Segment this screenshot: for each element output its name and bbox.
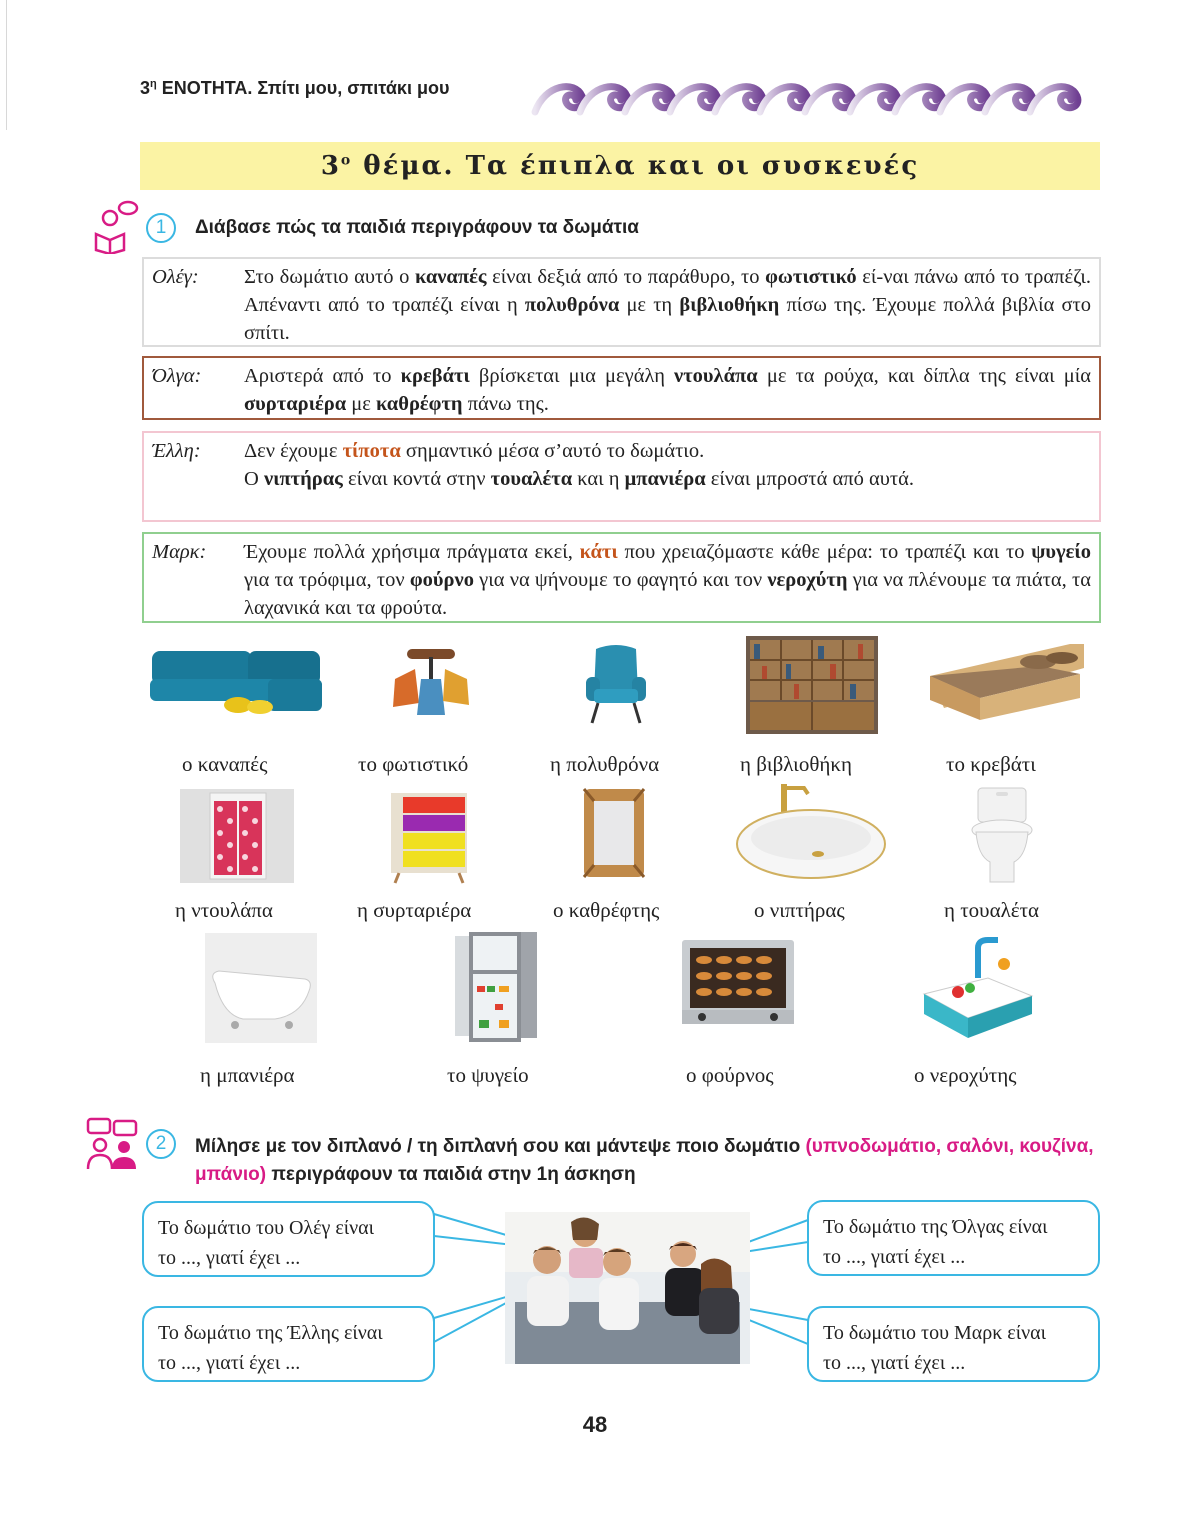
caption-oven: ο φούρνος: [686, 1063, 774, 1087]
bubble-line: Το δωμάτιο του Ολέγ είναι: [158, 1217, 375, 1239]
caption-bed: το κρεβάτι: [946, 752, 1036, 776]
bubble-line: Το δωμάτιο του Μαρκ είναι: [823, 1322, 1046, 1344]
speech-text: Έχουμε πολλά χρήσιμα πράγματα εκεί, κάτι που χρειαζόμαστε κάθε μέρα: το τραπέζι και το ψυγείο για τα τρόφιμα, τον φούρνο για να ψήνουμε το φαγητό και τον νεροχύτη για να πλένουμε τα πιάτα, τα λαχανικά και τα φρούτα.: [244, 541, 1091, 619]
exercise-1-title: Διάβασε πώς τα παιδιά περιγράφουν τα δωμάτια: [195, 217, 639, 238]
exercise-2-room-list: (υπνοδωμάτιο, σαλόνι, κουζίνα, μπάνιο): [195, 1136, 1094, 1185]
caption-sink: ο νεροχύτης: [914, 1063, 1017, 1087]
speech-bubble-oleg: [142, 1201, 435, 1277]
exercise-1-number: 1: [146, 213, 176, 243]
bubble-line: Το δωμάτιο της Όλγας είναι: [823, 1216, 1048, 1238]
caption-ceiling-lamp: το φωτιστικό: [358, 752, 469, 776]
exercise-2-title-text: Μίλησε με τον διπλανό / τη διπλανή σου και μάντεψε ποιο δωμάτιο: [195, 1136, 806, 1157]
caption-mirror: ο καθρέφτης: [553, 898, 660, 922]
exercise-2-title-end: περιγράφουν τα παιδιά στην 1η άσκηση: [266, 1164, 636, 1185]
topic-number-sup: ο: [340, 152, 353, 169]
speech-text: Αριστερά από το κρεβάτι βρίσκεται μια μεγάλη ντουλάπα με τα ρούχα, και δίπλα της είναι μία συρταριέρα με καθρέφτη πάνω της.: [244, 365, 1091, 415]
caption-bathtub: η μπανιέρα: [200, 1063, 295, 1087]
bubble-line: το ..., γιατί έχει ...: [158, 1352, 301, 1374]
children-discussing-photo: [505, 1212, 750, 1364]
speech-text: Στο δωμάτιο αυτό ο καναπές είναι δεξιά από το παράθυρο, το φωτιστικό εί-ναι πάνω από το τραπέζι. Απέναντι από το τραπέζι είναι η πολυθρόνα με τη βιβλιοθήκη πίσω της. Έχουμε πολλά βιβλία στο σπίτι.: [244, 266, 1092, 344]
caption-chest-of-drawers: η συρταριέρα: [357, 898, 472, 922]
unit-number-sup: η: [150, 78, 157, 90]
unit-number: 3: [140, 78, 151, 98]
speech-bubble-elli: [142, 1306, 435, 1382]
speech-bubble-olga: [807, 1200, 1100, 1276]
topic-title-text: θέμα. Τα έπιπλα και οι συσκευές: [352, 151, 920, 181]
speaker-name: Όλγα:: [152, 365, 202, 387]
bubble-line: το ..., γιατί έχει ...: [823, 1246, 966, 1268]
page-number: 48: [582, 1412, 608, 1437]
bubble-line: το ..., γιατί έχει ...: [823, 1352, 966, 1374]
speaker-name: Έλλη:: [152, 440, 201, 462]
caption-toilet: η τουαλέτα: [944, 898, 1040, 922]
bubble-line: Το δωμάτιο της Έλλης είναι: [158, 1322, 383, 1344]
topic-number: 3: [320, 151, 341, 181]
caption-sofa: ο καναπές: [182, 752, 268, 776]
speaker-name: Ολέγ:: [152, 266, 199, 288]
speech-text: Δεν έχουμε τίποτα σημαντικό μέσα σ’αυτό το δωμάτιο. Ο νιπτήρας είναι κοντά στην τουαλέτα και η μπανιέρα είναι μπροστά από αυτά.: [244, 440, 914, 490]
exercise-2-number: 2: [146, 1129, 176, 1159]
speech-bubble-mark: [807, 1306, 1100, 1382]
caption-washbasin: ο νιπτήρας: [754, 898, 845, 922]
bubble-line: το ..., γιατί έχει ...: [158, 1247, 301, 1269]
caption-armchair: η πολυθρόνα: [550, 752, 660, 776]
speaker-name: Μαρκ:: [152, 541, 207, 563]
unit-title: ΕΝΟΤΗΤΑ. Σπίτι μου, σπιτάκι μου: [156, 78, 450, 98]
caption-fridge: το ψυγείο: [447, 1063, 529, 1087]
caption-bookcase: η βιβλιοθήκη: [740, 752, 852, 776]
caption-wardrobe: η ντουλάπα: [175, 898, 273, 922]
